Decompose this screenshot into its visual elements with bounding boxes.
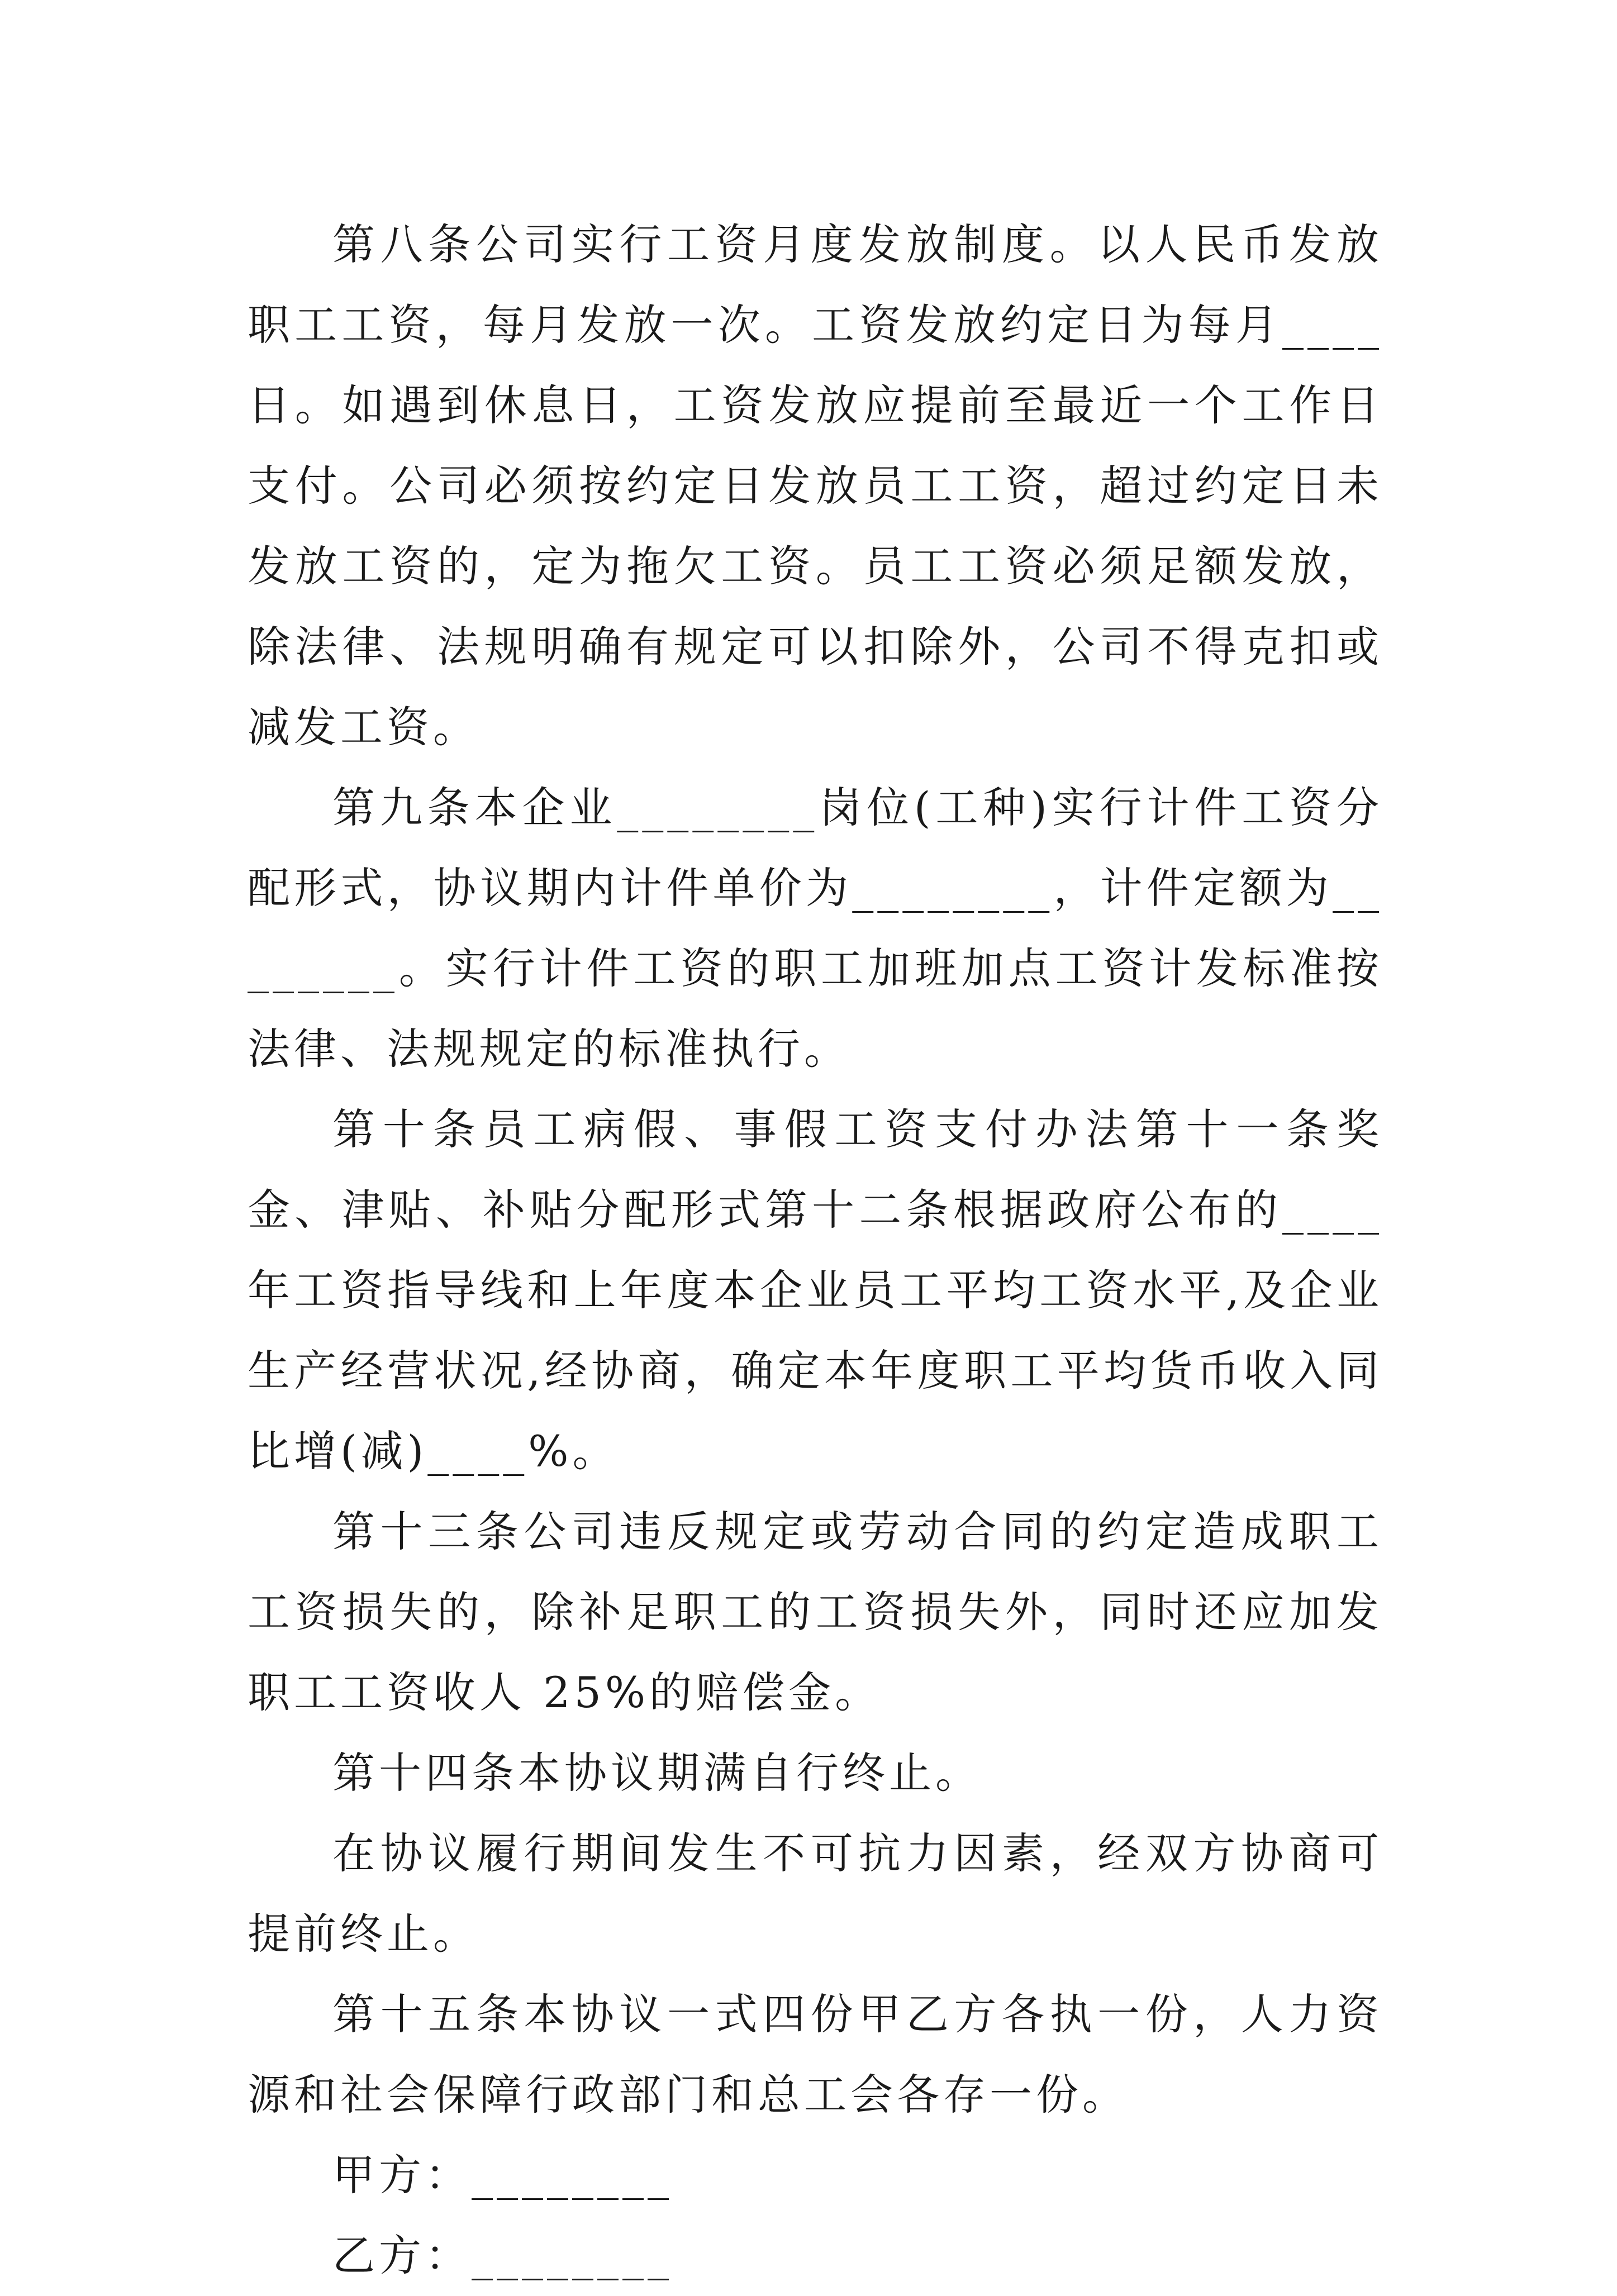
party-a-signature-line: 甲方：________ bbox=[332, 2150, 673, 2200]
article-10-12-paragraph: 第十条员工病假、事假工资支付办法第十一条奖金、津贴、补贴分配形式第十二条根据政府公布的____年工资指导线和上年度本企业员工平均工资水平,及企业生产经营状况,经协商，确定本年度职工平均货币收入同比增(减)____%。 bbox=[248, 1104, 1383, 1476]
article-8-paragraph: 第八条公司实行工资月度发放制度。以人民币发放职工工资，每月发放一次。工资发放约定日为每月____日。如遇到休息日，工资发放应提前至最近一个工作日支付。公司必须按约定日发放员工工资，超过约定日未发放工资的，定为拖欠工资。员工工资必须足额发放，除法律、法规明确有规定可以扣除外，公司不得克扣或减发工资。 bbox=[248, 220, 1383, 752]
article-14-paragraph: 第十四条本协议期满自行终止。 bbox=[332, 1748, 982, 1798]
article-9-paragraph: 第九条本企业________岗位(工种)实行计件工资分配形式，协议期内计件单价为________，计件定额为________。实行计件工资的职工加班加点工资计发标准按法律、法规规定的标准执行。 bbox=[248, 783, 1383, 1074]
document-body bbox=[248, 204, 1383, 2296]
article-13-paragraph: 第十三条公司违反规定或劳动合同的约定造成职工工资损失的，除补足职工的工资损失外，同时还应加发职工工资收人 25%的赔偿金。 bbox=[248, 1507, 1383, 1717]
force-majeure-paragraph: 在协议履行期间发生不可抗力因素，经双方协商可提前终止。 bbox=[248, 1828, 1383, 1959]
party-b-signature-line: 乙方：________ bbox=[332, 2231, 673, 2280]
article-15-paragraph: 第十五条本协议一式四份甲乙方各执一份，人力资源和社会保障行政部门和总工会各存一份。 bbox=[248, 1989, 1383, 2119]
